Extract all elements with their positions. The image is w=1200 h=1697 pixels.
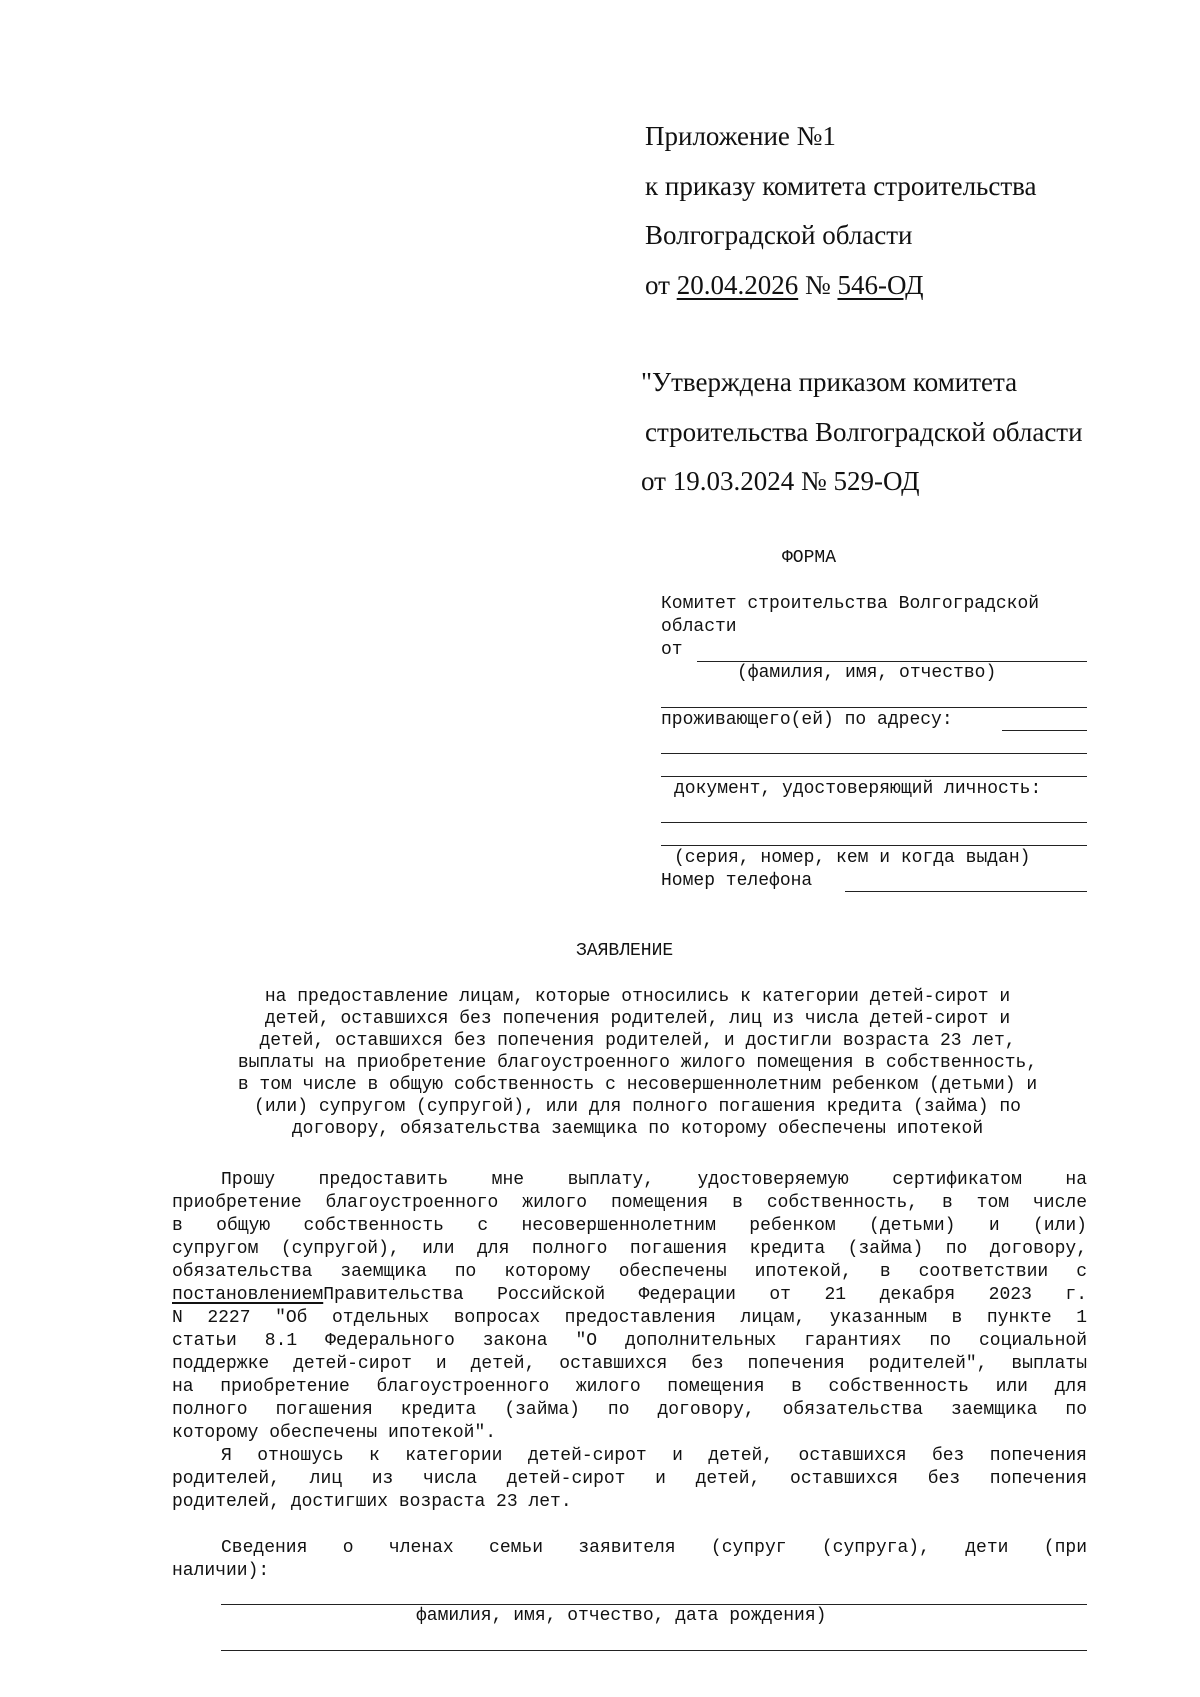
order-prefix: от [645, 270, 670, 300]
subtitle-line: детей, оставшихся без попечения родителей, лиц из числа детей-сирот и [264, 1009, 1011, 1029]
subtitle-line: договору, обязательства заемщика по которому обеспечены ипотекой [291, 1119, 984, 1139]
paragraph-line: статьи 8.1 Федерального закона "О дополнительных гарантиях по социальной [172, 1331, 1087, 1351]
subtitle-line: на предоставление лицам, которые относились к категории детей-сирот и [264, 987, 1011, 1007]
paragraph-line: родителей, достигших возраста 23 лет. [172, 1492, 572, 1512]
subtitle-line: (или) супругом (супругой), или для полного погашения кредита (займа) по [254, 1097, 1021, 1117]
paragraph-line: супругом (супругой), или для полного погашения кредита (займа) по договору, [172, 1239, 1087, 1259]
approved-line-3: от 19.03.2024 № 529-ОД [641, 466, 920, 496]
committee-line-1: Комитет строительства Волгоградской [661, 594, 1040, 614]
paragraph-line: Сведения о членах семьи заявителя (супруг (супруга), дети (при [221, 1538, 1087, 1558]
approved-line-1: "Утверждена приказом комитета [641, 367, 1018, 397]
from-label: от [661, 640, 683, 660]
paragraph-line: N 2227 "Об отдельных вопросах предоставления лицам, указанным в пункте 1 [172, 1308, 1087, 1328]
order-number-sign: № [804, 270, 831, 300]
paragraph-line-rest: Правительства Российской Федерации от 21 декабря 2023 г. [323, 1285, 1087, 1305]
phone-field-line[interactable] [845, 891, 1087, 892]
paragraph-line: в общую собственность с несовершеннолетним ребенком (детьми) и (или) [172, 1216, 1087, 1236]
fio-extra-line[interactable] [661, 707, 1087, 708]
paragraph-line: наличии): [172, 1561, 270, 1581]
family-members-line-1[interactable] [221, 1604, 1087, 1605]
address-field-line[interactable] [1002, 730, 1087, 731]
paragraph-line: поддержке детей-сирот и детей, оставшихся без попечения родителей", выплаты [172, 1354, 1087, 1374]
appendix-region: Волгоградской области [645, 220, 913, 250]
resolution-link[interactable]: постановлением [172, 1285, 324, 1305]
order-number: 546-ОД [837, 270, 924, 300]
fio-field-line[interactable] [697, 661, 1087, 662]
approved-line-2: строительства Волгоградской области [645, 417, 1083, 447]
appendix-title: Приложение №1 [645, 121, 836, 151]
paragraph-line: Прошу предоставить мне выплату, удостоверяемую сертификатом на [221, 1170, 1087, 1190]
subtitle-line: выплаты на приобретение благоустроенного жилого помещения в собственность, [237, 1053, 1038, 1073]
fio-caption: (фамилия, имя, отчество) [737, 663, 997, 683]
paragraph-line [172, 1284, 1087, 1307]
paragraph-line: родителей, лиц из числа детей-сирот и детей, оставшихся без попечения [172, 1469, 1087, 1489]
phone-label: Номер телефона [661, 871, 813, 891]
id-document-line-2[interactable] [661, 845, 1087, 846]
id-document-caption: (серия, номер, кем и когда выдан) [674, 848, 1031, 868]
subtitle-line: в том числе в общую собственность с несовершеннолетним ребенком (детьми) и [237, 1075, 1038, 1095]
paragraph-line: на приобретение благоустроенного жилого помещения в собственность или для [172, 1377, 1087, 1397]
paragraph-line: обязательства заемщика по которому обеспечены ипотекой, в соответствии с [172, 1262, 1087, 1282]
paragraph-line: Я отношусь к категории детей-сирот и детей, оставшихся без попечения [221, 1446, 1087, 1466]
id-document-line-1[interactable] [661, 822, 1087, 823]
subtitle-line: детей, оставшихся без попечения родителей, и достигли возраста 23 лет, [259, 1031, 1016, 1051]
family-members-line-2[interactable] [221, 1650, 1087, 1651]
id-document-label: документ, удостоверяющий личность: [674, 779, 1042, 799]
address-line-2[interactable] [661, 753, 1087, 754]
order-date: 20.04.2026 [676, 270, 799, 300]
paragraph-line: приобретение благоустроенного жилого помещения в собственность, в том числе [172, 1193, 1087, 1213]
appendix-order-ref: к приказу комитета строительства [645, 171, 1037, 201]
family-paragraph [172, 1537, 1087, 1583]
appendix-order-line [645, 270, 924, 301]
paragraph-line: которому обеспечены ипотекой". [172, 1423, 497, 1443]
form-label: ФОРМА [782, 548, 837, 568]
paragraph-line: полного погашения кредита (займа) по договору, обязательства заемщика по [172, 1400, 1087, 1420]
request-paragraph [172, 1169, 1087, 1445]
category-paragraph [172, 1445, 1087, 1514]
statement-title: ЗАЯВЛЕНИЕ [576, 941, 674, 961]
family-members-caption: фамилия, имя, отчество, дата рождения) [416, 1606, 827, 1626]
committee-line-2: области [661, 617, 737, 637]
address-line-3[interactable] [661, 776, 1087, 777]
statement-subtitle [160, 986, 1115, 1140]
address-label: проживающего(ей) по адресу: [661, 710, 953, 730]
